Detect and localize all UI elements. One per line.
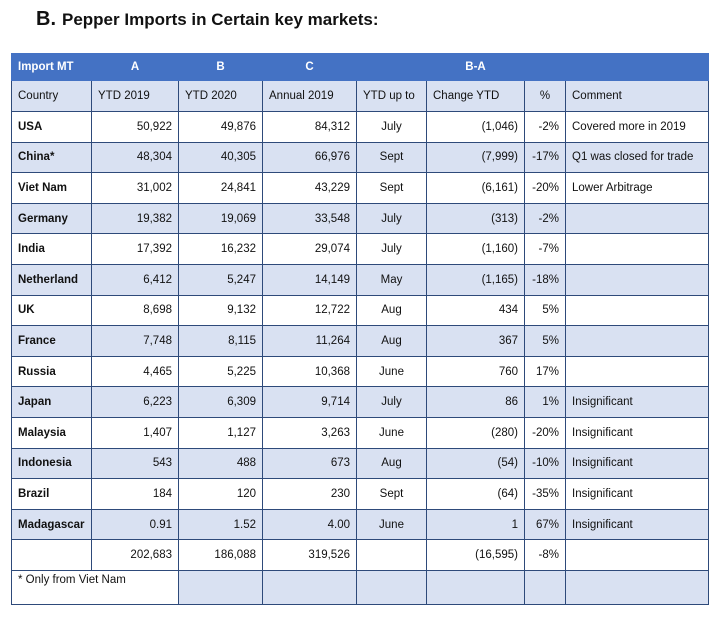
cell-ytd-2019: 50,922 [92, 112, 179, 143]
cell-ytd-up-to: Sept [357, 173, 427, 204]
cell-country: Japan [12, 387, 92, 418]
cell-annual-2019: 12,722 [263, 295, 357, 326]
cell-ytd-2020: 49,876 [179, 112, 263, 143]
cell-ytd-2019: 48,304 [92, 142, 179, 173]
cell-ytd-2020: 120 [179, 479, 263, 510]
cell-annual-2019: 230 [263, 479, 357, 510]
cell-change-ytd: 86 [427, 387, 525, 418]
cell-ytd-2019: 1,407 [92, 417, 179, 448]
cell-comment: Insignificant [566, 387, 709, 418]
column-header: YTD up to [357, 81, 427, 112]
cell-ytd-up-to: Sept [357, 142, 427, 173]
cell-comment [566, 356, 709, 387]
cell-ytd-up-to [357, 540, 427, 571]
cell-percent: 5% [525, 326, 566, 357]
cell-percent: -2% [525, 203, 566, 234]
cell-ytd-up-to: Sept [357, 479, 427, 510]
cell-percent: 5% [525, 295, 566, 326]
cell-comment: Q1 was closed for trade [566, 142, 709, 173]
cell-ytd-2020: 16,232 [179, 234, 263, 265]
cell-percent: -17% [525, 142, 566, 173]
cell-ytd-up-to: July [357, 112, 427, 143]
header-import-mt: Import MT [12, 54, 92, 81]
cell-percent: 67% [525, 509, 566, 540]
cell-country [12, 540, 92, 571]
cell-annual-2019: 43,229 [263, 173, 357, 204]
header-col-a: A [92, 54, 179, 81]
cell-ytd-2019: 8,698 [92, 295, 179, 326]
cell-ytd-up-to: June [357, 509, 427, 540]
cell-ytd-up-to: May [357, 264, 427, 295]
cell-percent: -18% [525, 264, 566, 295]
column-header: % [525, 81, 566, 112]
footnote-empty-cell [566, 570, 709, 604]
header-col-c: C [263, 54, 357, 81]
header-row-groups [12, 54, 709, 81]
cell-ytd-up-to: July [357, 203, 427, 234]
cell-country: Netherland [12, 264, 92, 295]
cell-comment: Lower Arbitrage [566, 173, 709, 204]
table-row [12, 509, 709, 540]
table-row [12, 448, 709, 479]
cell-change-ytd: (1,165) [427, 264, 525, 295]
cell-ytd-2020: 24,841 [179, 173, 263, 204]
cell-ytd-2019: 19,382 [92, 203, 179, 234]
cell-annual-2019: 11,264 [263, 326, 357, 357]
cell-annual-2019: 673 [263, 448, 357, 479]
footnote-empty-cell [525, 570, 566, 604]
cell-ytd-2020: 8,115 [179, 326, 263, 357]
cell-change-ytd: (64) [427, 479, 525, 510]
cell-percent: -10% [525, 448, 566, 479]
cell-ytd-up-to: Aug [357, 448, 427, 479]
cell-change-ytd: (313) [427, 203, 525, 234]
cell-ytd-2019: 17,392 [92, 234, 179, 265]
cell-comment [566, 264, 709, 295]
column-header: Annual 2019 [263, 81, 357, 112]
column-header: Country [12, 81, 92, 112]
cell-change-ytd: 367 [427, 326, 525, 357]
cell-comment: Insignificant [566, 448, 709, 479]
footnote-empty-cell [427, 570, 525, 604]
cell-percent: -35% [525, 479, 566, 510]
column-header: Comment [566, 81, 709, 112]
cell-annual-2019: 3,263 [263, 417, 357, 448]
footnote-empty-cell [263, 570, 357, 604]
cell-change-ytd: (16,595) [427, 540, 525, 571]
section-heading [36, 8, 379, 31]
cell-ytd-2019: 7,748 [92, 326, 179, 357]
section-title: Pepper Imports in Certain key markets: [62, 10, 379, 29]
cell-ytd-2020: 186,088 [179, 540, 263, 571]
cell-comment: Insignificant [566, 417, 709, 448]
cell-country: Malaysia [12, 417, 92, 448]
cell-comment [566, 326, 709, 357]
cell-country: Madagascar [12, 509, 92, 540]
cell-ytd-up-to: July [357, 234, 427, 265]
cell-country: China* [12, 142, 92, 173]
footnote-row [12, 570, 709, 604]
cell-change-ytd: (7,999) [427, 142, 525, 173]
cell-percent: -2% [525, 112, 566, 143]
cell-ytd-up-to: Aug [357, 295, 427, 326]
cell-ytd-2019: 202,683 [92, 540, 179, 571]
table-row [12, 295, 709, 326]
cell-ytd-up-to: June [357, 356, 427, 387]
column-header: YTD 2020 [179, 81, 263, 112]
cell-annual-2019: 29,074 [263, 234, 357, 265]
pepper-imports-table [11, 53, 709, 605]
cell-percent: 17% [525, 356, 566, 387]
header-col-empty [525, 54, 566, 81]
cell-ytd-2020: 5,225 [179, 356, 263, 387]
cell-ytd-2019: 6,223 [92, 387, 179, 418]
header-col-empty [357, 54, 427, 81]
cell-country: Brazil [12, 479, 92, 510]
footnote: * Only from Viet Nam [12, 570, 179, 604]
cell-comment: Insignificant [566, 509, 709, 540]
cell-ytd-2020: 1.52 [179, 509, 263, 540]
cell-percent: -20% [525, 173, 566, 204]
cell-change-ytd: 760 [427, 356, 525, 387]
column-header: Change YTD [427, 81, 525, 112]
column-header: YTD 2019 [92, 81, 179, 112]
cell-percent: -7% [525, 234, 566, 265]
table-row [12, 142, 709, 173]
table-row [12, 203, 709, 234]
cell-comment [566, 203, 709, 234]
table-row [12, 112, 709, 143]
cell-percent: 1% [525, 387, 566, 418]
cell-change-ytd: (1,046) [427, 112, 525, 143]
cell-change-ytd: 434 [427, 295, 525, 326]
cell-country: Viet Nam [12, 173, 92, 204]
cell-ytd-2019: 6,412 [92, 264, 179, 295]
cell-ytd-2019: 4,465 [92, 356, 179, 387]
table-row [12, 326, 709, 357]
footnote-empty-cell [357, 570, 427, 604]
footnote-empty-cell [179, 570, 263, 604]
cell-country: Germany [12, 203, 92, 234]
cell-percent: -20% [525, 417, 566, 448]
cell-change-ytd: (1,160) [427, 234, 525, 265]
cell-comment: Insignificant [566, 479, 709, 510]
table-row [12, 387, 709, 418]
cell-country: India [12, 234, 92, 265]
header-col-ba: B-A [427, 54, 525, 81]
cell-country: UK [12, 295, 92, 326]
table-row [12, 479, 709, 510]
table-row [12, 173, 709, 204]
cell-country: Indonesia [12, 448, 92, 479]
table-row [12, 417, 709, 448]
total-row [12, 540, 709, 571]
cell-ytd-up-to: June [357, 417, 427, 448]
cell-comment [566, 295, 709, 326]
cell-ytd-2019: 0.91 [92, 509, 179, 540]
cell-country: France [12, 326, 92, 357]
cell-annual-2019: 66,976 [263, 142, 357, 173]
table-row [12, 356, 709, 387]
cell-annual-2019: 9,714 [263, 387, 357, 418]
cell-annual-2019: 10,368 [263, 356, 357, 387]
cell-ytd-2020: 19,069 [179, 203, 263, 234]
cell-comment: Covered more in 2019 [566, 112, 709, 143]
cell-ytd-2020: 6,309 [179, 387, 263, 418]
cell-annual-2019: 14,149 [263, 264, 357, 295]
cell-ytd-2019: 31,002 [92, 173, 179, 204]
cell-comment [566, 234, 709, 265]
cell-annual-2019: 319,526 [263, 540, 357, 571]
section-letter: B. [36, 8, 56, 30]
cell-ytd-2020: 488 [179, 448, 263, 479]
cell-ytd-2019: 543 [92, 448, 179, 479]
cell-ytd-2020: 40,305 [179, 142, 263, 173]
pepper-imports-table-container [11, 53, 708, 605]
cell-country: Russia [12, 356, 92, 387]
cell-change-ytd: 1 [427, 509, 525, 540]
cell-country: USA [12, 112, 92, 143]
cell-ytd-2020: 1,127 [179, 417, 263, 448]
cell-ytd-2020: 9,132 [179, 295, 263, 326]
cell-change-ytd: (280) [427, 417, 525, 448]
cell-ytd-2020: 5,247 [179, 264, 263, 295]
cell-annual-2019: 4.00 [263, 509, 357, 540]
cell-ytd-2019: 184 [92, 479, 179, 510]
cell-comment [566, 540, 709, 571]
header-row-columns [12, 81, 709, 112]
table-row [12, 264, 709, 295]
cell-ytd-up-to: Aug [357, 326, 427, 357]
cell-annual-2019: 33,548 [263, 203, 357, 234]
table-row [12, 234, 709, 265]
header-col-b: B [179, 54, 263, 81]
cell-change-ytd: (54) [427, 448, 525, 479]
cell-ytd-up-to: July [357, 387, 427, 418]
header-col-empty [566, 54, 709, 81]
cell-percent: -8% [525, 540, 566, 571]
cell-change-ytd: (6,161) [427, 173, 525, 204]
cell-annual-2019: 84,312 [263, 112, 357, 143]
